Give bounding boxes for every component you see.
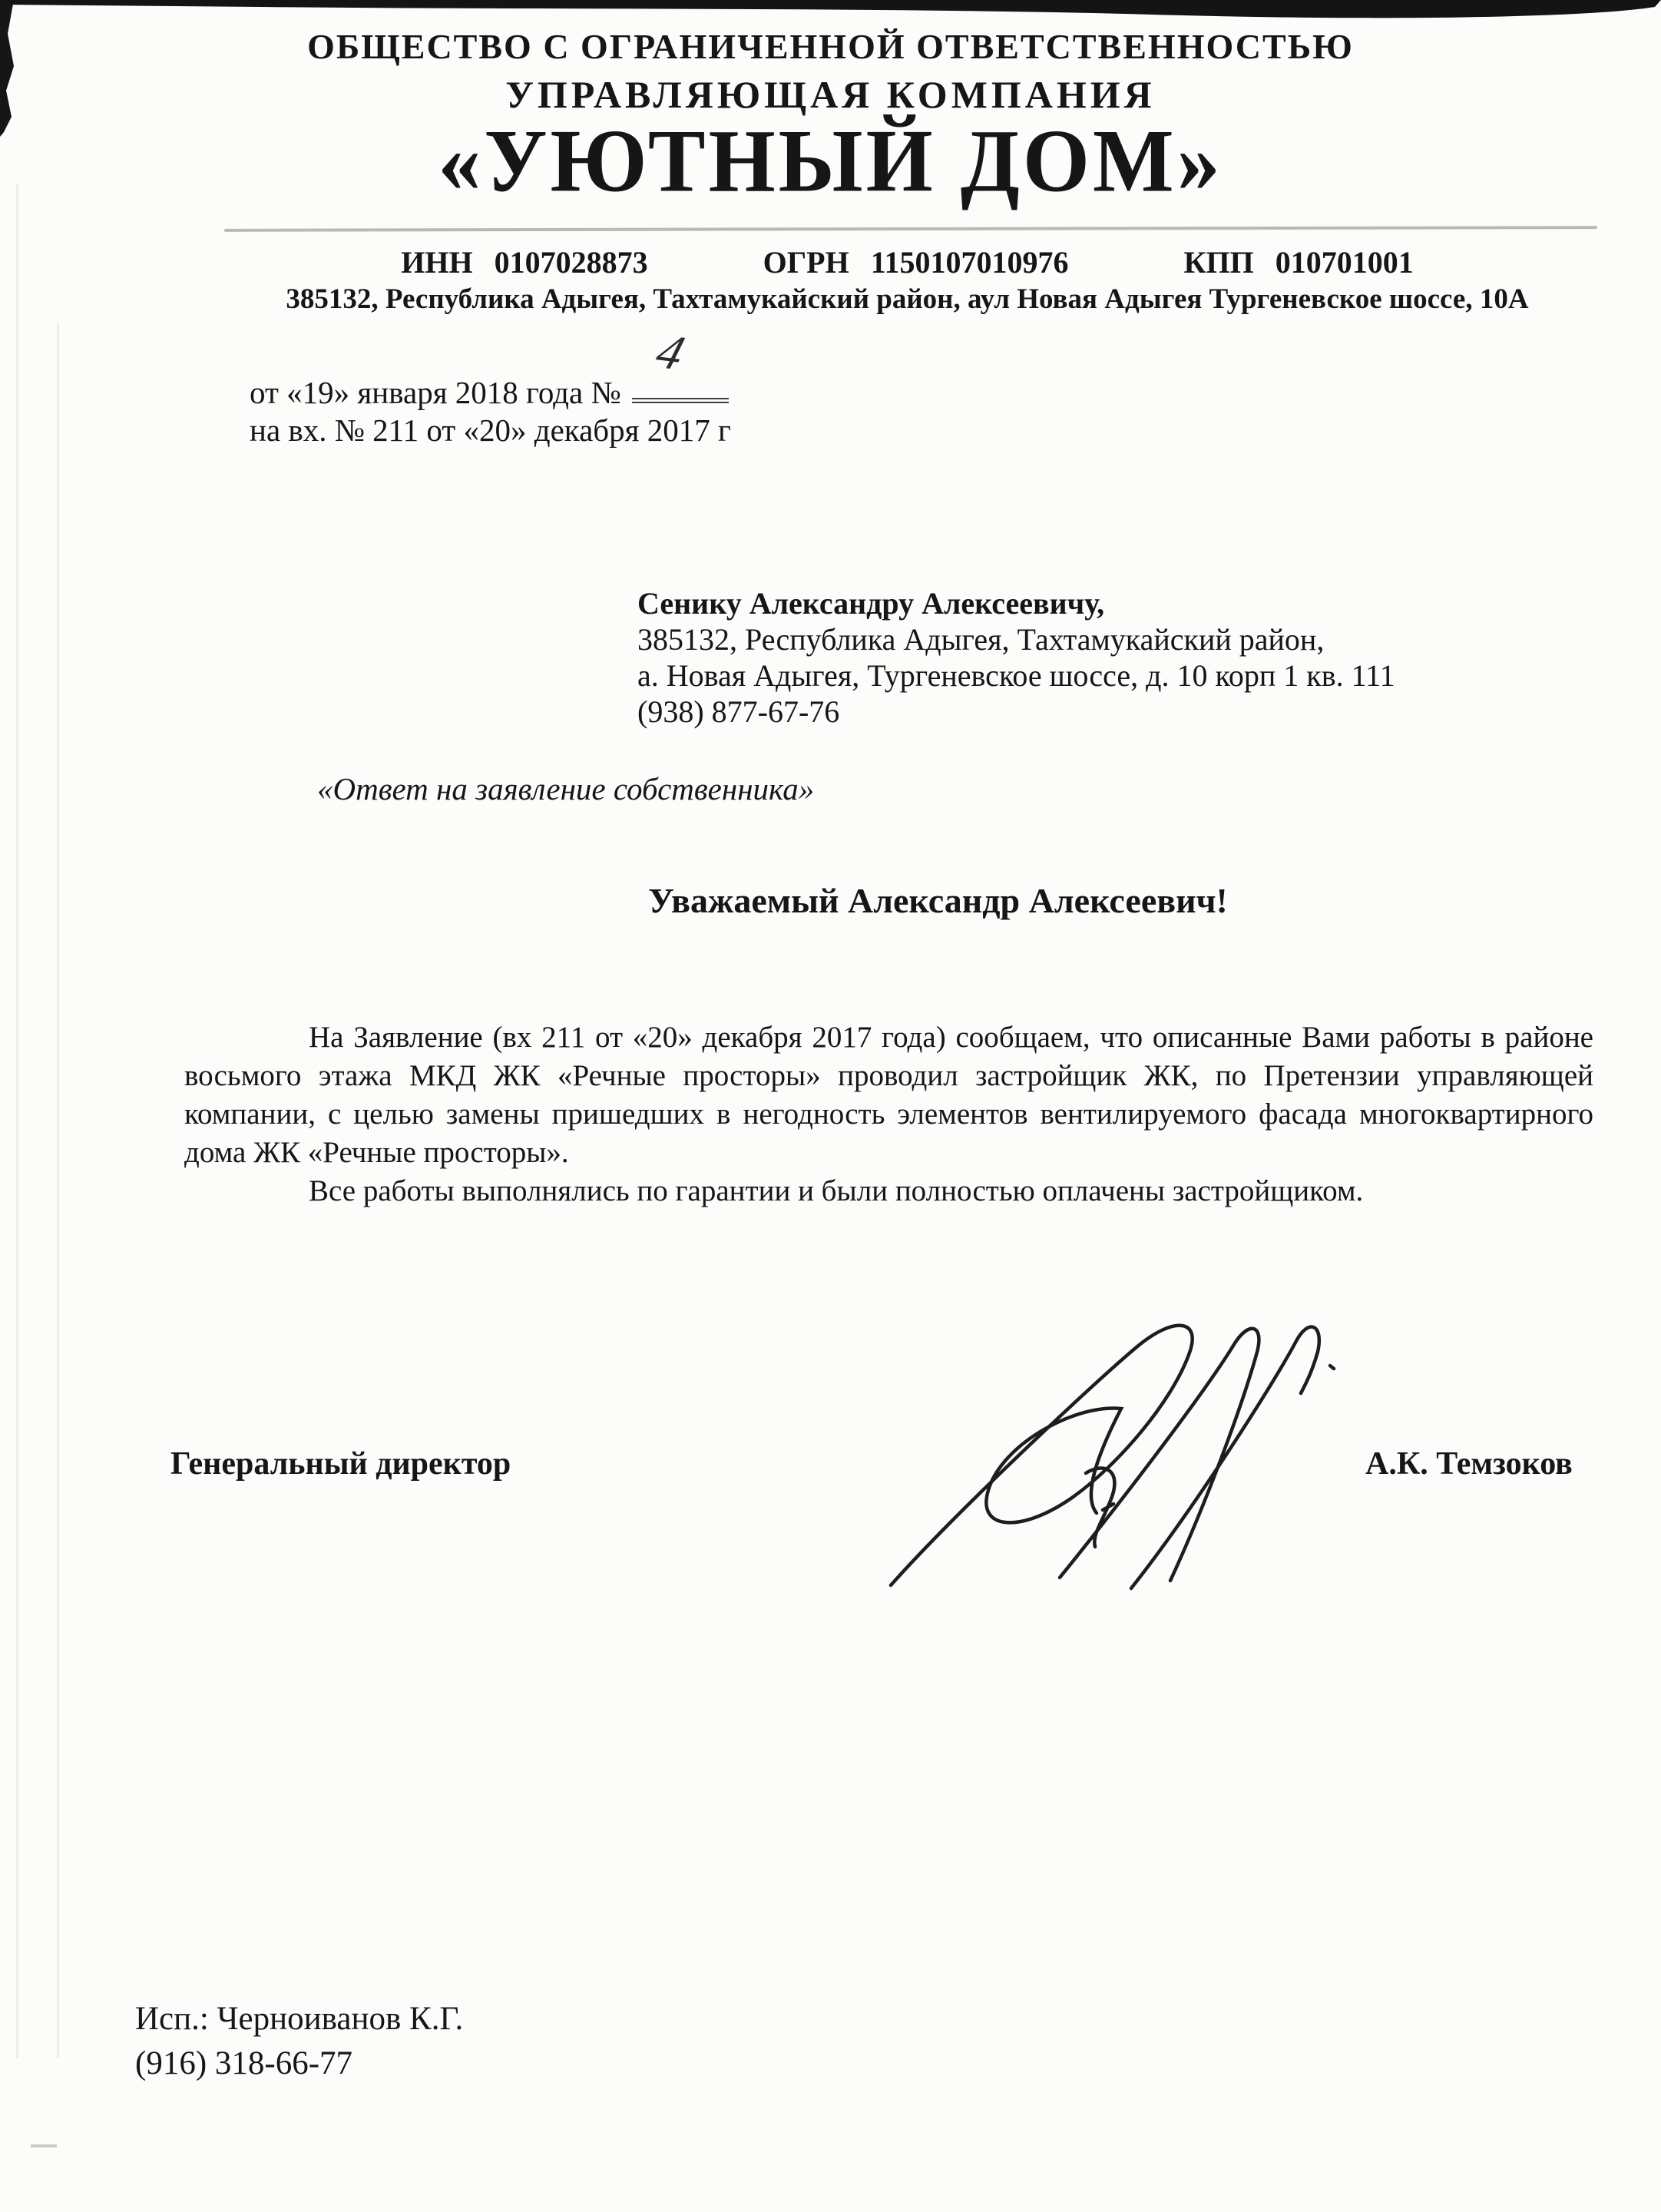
org-type-line: ОБЩЕСТВО С ОГРАНИЧЕННОЙ ОТВЕТСТВЕННОСТЬЮ <box>307 27 1354 66</box>
letterhead-divider <box>224 226 1597 232</box>
body-paragraph-1: На Заявление (вх 211 от «20» декабря 2017 года) сообщаем, что описанные Вами работы в районе восьмого этажа МКД ЖК «Речные просторы» проводил застройщик ЖК, по Претензии управляющей компании, с целью замены пришедших в негодность элементов вентилируемого фасада многоквартирного дома ЖК «Речные просторы». <box>184 1021 1593 1169</box>
inn-label: ИНН <box>401 245 473 280</box>
reference-block <box>250 324 731 449</box>
letter-body <box>184 1018 1593 1210</box>
scan-fold-line-left <box>16 184 18 2058</box>
subject-line: «Ответ на заявление собственника» <box>317 771 815 806</box>
ogrn-label: ОГРН <box>763 245 849 280</box>
org-subtype-line: УПРАВЛЯЮЩАЯ КОМПАНИЯ <box>505 73 1156 116</box>
scan-artifact-top-edge <box>0 0 1661 25</box>
executor-phone: (916) 318-66-77 <box>135 2045 353 2081</box>
handwritten-outgoing-number: 4 <box>650 324 691 380</box>
signatory-position: Генеральный директор <box>170 1446 511 1482</box>
scan-speck-bottom <box>31 2144 57 2147</box>
recipient-name: Сенику Александру Алексеевичу, <box>637 586 1105 621</box>
executor-block <box>135 1997 463 2086</box>
ogrn-value: 1150107010976 <box>870 245 1069 280</box>
salutation-line: Уважаемый Александр Алексеевич! <box>648 881 1228 920</box>
scan-fold-line-inner <box>57 323 59 2058</box>
inn-value: 0107028873 <box>494 245 648 280</box>
org-address: 385132, Республика Адыгея, Тахтамукайский район, аул Новая Адыгея Тургеневское шоссе, 10А <box>286 283 1529 315</box>
kpp-label: КПП <box>1183 245 1254 280</box>
ogrn-requisite <box>763 244 1069 280</box>
executor-name: Исп.: Черноиванов К.Г. <box>135 2001 464 2037</box>
inn-requisite <box>401 244 647 280</box>
kpp-requisite <box>1184 244 1414 280</box>
recipient-block <box>637 585 1395 730</box>
signature-scribble <box>866 1280 1388 1625</box>
outgoing-reference-line <box>250 324 731 412</box>
handwritten-number-field <box>632 324 729 403</box>
kpp-value: 010701001 <box>1275 245 1414 280</box>
org-name-title: «УЮТНЫЙ ДОМ» <box>438 111 1223 211</box>
incoming-reference-line: на вх. № 211 от «20» декабря 2017 г <box>250 412 731 448</box>
signatory-name: А.К. Темзоков <box>1365 1446 1573 1482</box>
recipient-address-line1: 385132, Республика Адыгея, Тахтамукайский район, <box>637 622 1325 657</box>
recipient-address-line2: а. Новая Адыгея, Тургеневское шоссе, д. 10 корп 1 кв. 111 <box>637 658 1395 693</box>
recipient-phone: (938) 877-67-76 <box>637 694 840 729</box>
outgoing-reference-text: от «19» января 2018 года № <box>250 375 621 410</box>
body-paragraph-2: Все работы выполнялись по гарантии и были полностью оплачены застройщиком. <box>309 1174 1364 1207</box>
requisites-row <box>154 244 1661 280</box>
